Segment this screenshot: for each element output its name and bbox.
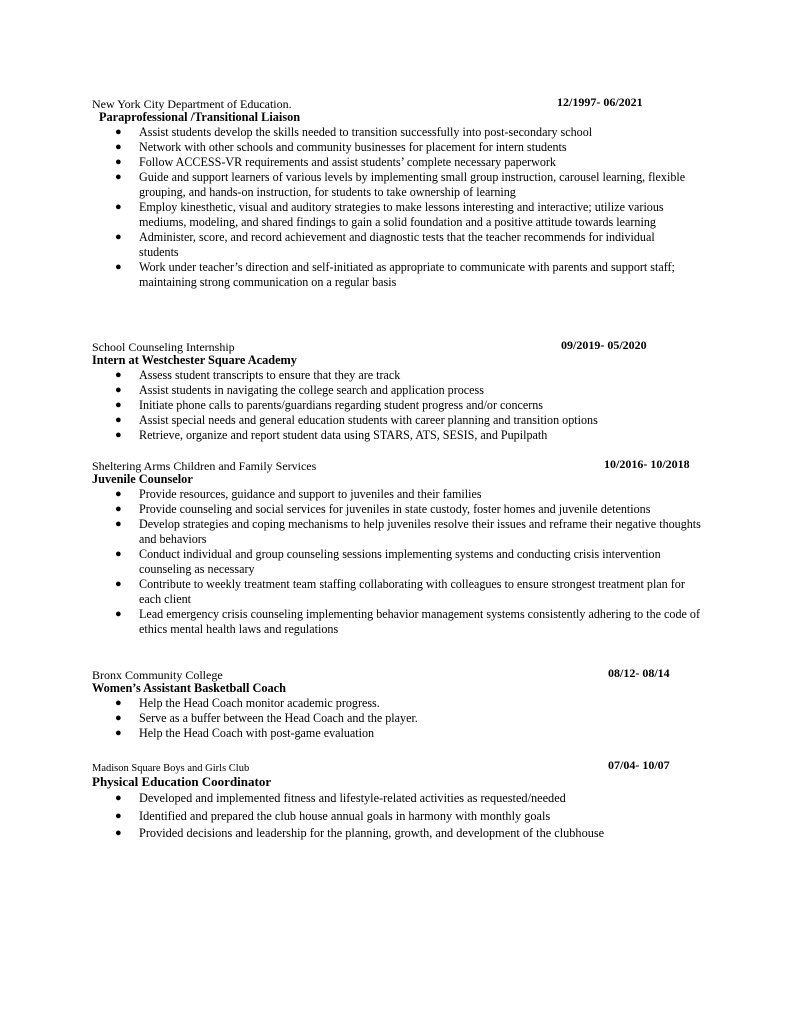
bullet-icon: ● xyxy=(115,414,122,426)
list-item: ● Work under teacher’s direction and self-initiated as appropriate to communicate with parents and support staff; maintaining strong communication on a regular basis xyxy=(115,260,675,289)
job-title: Paraprofessional /Transitional Liaison xyxy=(99,110,301,124)
job-title: Juvenile Counselor xyxy=(92,472,193,486)
job-organization: Bronx Community College xyxy=(92,668,223,682)
list-item: ● Provide resources, guidance and support to juveniles and their families xyxy=(115,487,482,501)
bullet-icon: ● xyxy=(115,712,122,724)
bullet-icon: ● xyxy=(115,488,122,500)
bullet-icon: ● xyxy=(115,518,122,530)
job-bullet-list xyxy=(92,125,697,290)
bullet-icon: ● xyxy=(115,809,122,822)
list-item: ● Assist students develop the skills needed to transition successfully into post-secondary school xyxy=(115,125,593,139)
job-bullet-list xyxy=(92,790,697,843)
job-title: Women’s Assistant Basketball Coach xyxy=(92,681,286,695)
list-item: ● Follow ACCESS-VR requirements and assist students’ complete necessary paperwork xyxy=(115,155,556,169)
list-item: ● Provided decisions and leadership for the planning, growth, and development of the clubhouse xyxy=(92,825,697,843)
list-item: ● Identified and prepared the club house annual goals in harmony with monthly goals xyxy=(92,808,697,826)
bullet-icon: ● xyxy=(115,126,122,138)
job-organization: Madison Square Boys and Girls Club xyxy=(92,763,250,774)
job-counseling-internship xyxy=(92,338,697,443)
job-title: Intern at Westchester Square Academy xyxy=(92,353,297,367)
bullet-icon: ● xyxy=(115,697,122,709)
job-organization: New York City Department of Education. xyxy=(92,97,292,111)
bullet-icon: ● xyxy=(115,727,122,739)
job-dates: 09/2019- 05/2020 xyxy=(561,338,647,352)
bullet-icon: ● xyxy=(115,399,122,411)
bullet-icon: ● xyxy=(115,171,122,183)
bullet-icon: ● xyxy=(115,608,122,620)
job-title: Physical Education Coordinator xyxy=(92,774,272,789)
list-item: ● Guide and support learners of various levels by implementing small group instruction, carousel learning, flexible grouping, and hands-on instruction, for students to take ownership of learning xyxy=(115,170,686,199)
list-item: ● Assess student transcripts to ensure that they are track xyxy=(115,368,401,382)
bullet-icon: ● xyxy=(115,261,122,273)
list-item: ● Contribute to weekly treatment team staffing collaborating with colleagues to ensure strongest treatment plan for each client xyxy=(115,577,685,606)
job-dates: 10/2016- 10/2018 xyxy=(604,457,690,471)
bullet-icon: ● xyxy=(115,792,122,804)
job-madison-square-club xyxy=(92,758,697,843)
bullet-icon: ● xyxy=(115,231,122,243)
bullet-icon: ● xyxy=(115,578,122,590)
job-nyc-doe xyxy=(92,95,697,290)
job-sheltering-arms xyxy=(92,457,704,637)
bullet-icon: ● xyxy=(115,827,122,839)
bullet-icon: ● xyxy=(115,141,122,153)
list-item: ● Provide counseling and social services for juveniles in state custody, foster homes and juvenile detentions xyxy=(115,502,651,516)
list-item: ● Conduct individual and group counseling sessions implementing systems and conducting crisis intervention counseling as necessary xyxy=(115,547,661,576)
list-item: ● Lead emergency crisis counseling implementing behavior management systems consistently adhering to the code of ethics mental health laws and regulations xyxy=(115,607,700,636)
list-item: ● Administer, score, and record achievement and diagnostic tests that the teacher recommends for individual students xyxy=(115,230,655,259)
list-item: ● Assist students in navigating the college search and application process xyxy=(115,383,484,397)
job-bullet-list xyxy=(92,696,697,741)
job-dates: 08/12- 08/14 xyxy=(608,666,670,680)
list-item: ● Help the Head Coach with post-game evaluation xyxy=(115,726,375,740)
list-item: ● Initiate phone calls to parents/guardians regarding student progress and/or concerns xyxy=(115,398,544,412)
bullet-icon: ● xyxy=(115,156,122,168)
list-item: ● Assist special needs and general education students with career planning and transition options xyxy=(115,413,598,427)
list-item: ● Network with other schools and community businesses for placement for intern students xyxy=(115,140,567,154)
job-bullet-list xyxy=(92,368,697,443)
list-item: ● Develop strategies and coping mechanisms to help juveniles resolve their issues and reframe their negative thoughts and behaviors xyxy=(115,517,701,546)
list-item: ● Developed and implemented fitness and lifestyle-related activities as requested/needed xyxy=(92,790,697,808)
list-item: ● Employ kinesthetic, visual and auditory strategies to make lessons interesting and interactive; utilize various mediums, modeling, and shared findings to gain a solid foundation and a positive attitude towards learning xyxy=(115,200,664,229)
list-item: ● Serve as a buffer between the Head Coach and the player. xyxy=(115,711,418,725)
bullet-icon: ● xyxy=(115,384,122,396)
bullet-icon: ● xyxy=(115,369,122,381)
job-bronx-community-college xyxy=(92,666,697,741)
bullet-icon: ● xyxy=(115,201,122,213)
bullet-icon: ● xyxy=(115,548,122,560)
bullet-icon: ● xyxy=(115,429,122,441)
job-dates: 12/1997- 06/2021 xyxy=(557,95,643,109)
list-item: ● Retrieve, organize and report student data using STARS, ATS, SESIS, and Pupilpath xyxy=(115,428,548,442)
job-bullet-list xyxy=(92,487,704,637)
job-organization: School Counseling Internship xyxy=(92,340,235,354)
job-organization: Sheltering Arms Children and Family Services xyxy=(92,459,317,473)
list-item: ● Help the Head Coach monitor academic progress. xyxy=(115,696,380,710)
bullet-icon: ● xyxy=(115,503,122,515)
job-dates: 07/04- 10/07 xyxy=(608,758,670,772)
